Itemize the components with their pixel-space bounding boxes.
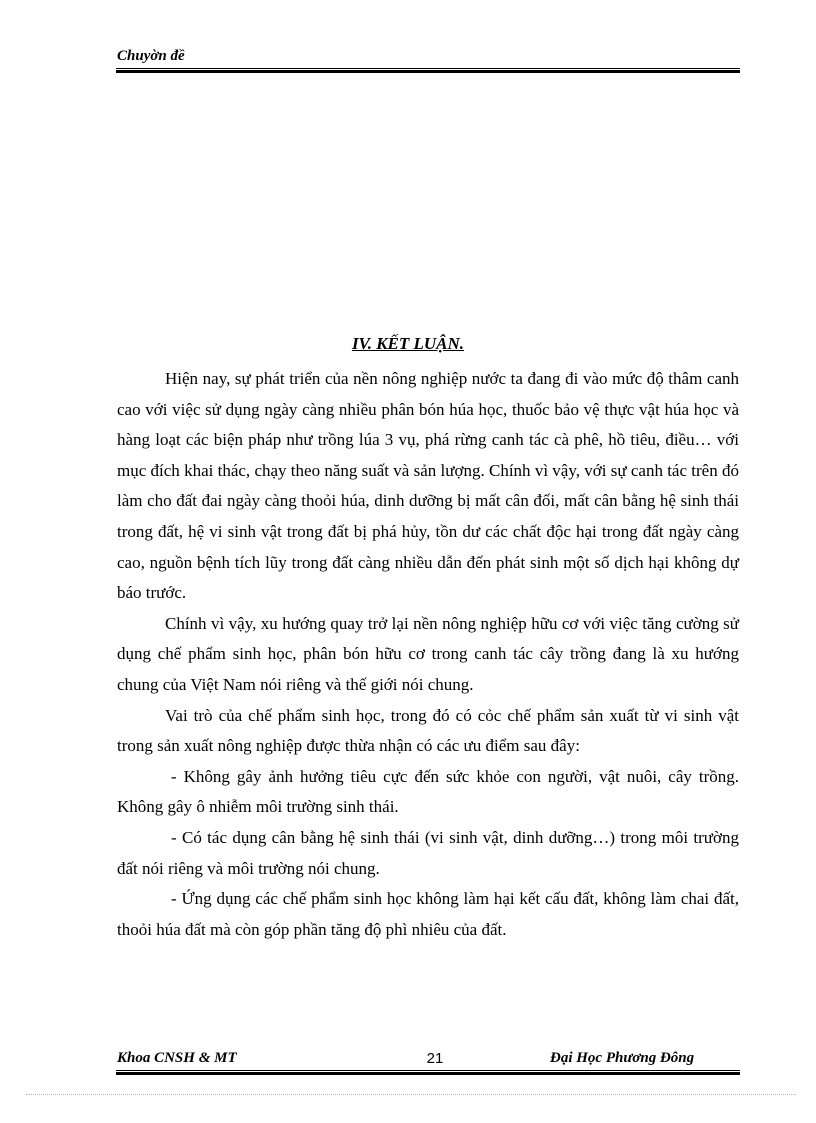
footer-faculty: Khoa CNSH & MT (117, 1050, 237, 1066)
paragraph: Chính vì vậy, xu hướng quay trở lại nền nông nghiệp hữu cơ với việc tăng cường sử dụng chế phẩm sinh học, phân bón hữu cơ trong canh tác cây trồng đang là xu hướng chung của Việt Nam nói riêng và thế giới nói chung. (117, 613, 739, 694)
section-title: IV. KẾT LUẬN. (351, 334, 465, 353)
page-edge-divider (26, 1094, 796, 1095)
running-header: Chuyờn đề (117, 48, 185, 64)
footer-rule-thin (116, 1070, 740, 1071)
list-item: - Không gây ảnh hưởng tiêu cực đến sức khỏe con người, vật nuôi, cây trồng. Không gây ô nhiễm môi trường sinh thái. (117, 766, 739, 817)
header-rule-thin (116, 68, 740, 69)
list-item: - Có tác dụng cân bằng hệ sinh thái (vi sinh vật, dinh dưỡng…) trong môi trường đất nói riêng và môi trường nói chung. (117, 827, 739, 878)
list-item: - Ứng dụng các chế phẩm sinh học không làm hại kết cấu đất, không làm chai đất, thoỏi húa đất mà còn góp phần tăng độ phì nhiêu của đất. (117, 889, 739, 939)
footer-university: Đại Học Phương Đông (550, 1050, 695, 1066)
paragraph: Vai trò của chế phẩm sinh học, trong đó có cỏc chế phẩm sản xuất từ vi sinh vật trong sản xuất nông nghiệp được thừa nhận có các ưu điểm sau đây: (117, 705, 739, 756)
body-text (117, 364, 739, 945)
header-rule-thick (116, 70, 740, 73)
paragraph: Hiện nay, sự phát triển của nền nông nghiệp nước ta đang đi vào mức độ thâm canh cao với việc sử dụng ngày càng nhiều phân bón húa học, thuốc bảo vệ thực vật húa học và hàng loạt các biện pháp như trồng lúa 3 vụ, phá rừng canh tác cà phê, hồ tiêu, điều… với mục đích khai thác, chạy theo năng suất và sản lượng. Chính vì vậy, với sự canh tác trên đó làm cho đất đai ngày càng thoỏi húa, dinh dưỡng bị mất cân đối, mất cân bằng hệ sinh thái trong đất, hệ vi sinh vật trong đất bị phá hủy, tồn dư các chất độc hại trong đất ngày càng cao, nguồn bệnh tích lũy trong đất càng nhiều dẫn đến phát sinh một số dịch hại không dự báo trước. (117, 369, 739, 603)
footer-rule-thick (116, 1072, 740, 1075)
page-number: 21 (426, 1050, 444, 1067)
